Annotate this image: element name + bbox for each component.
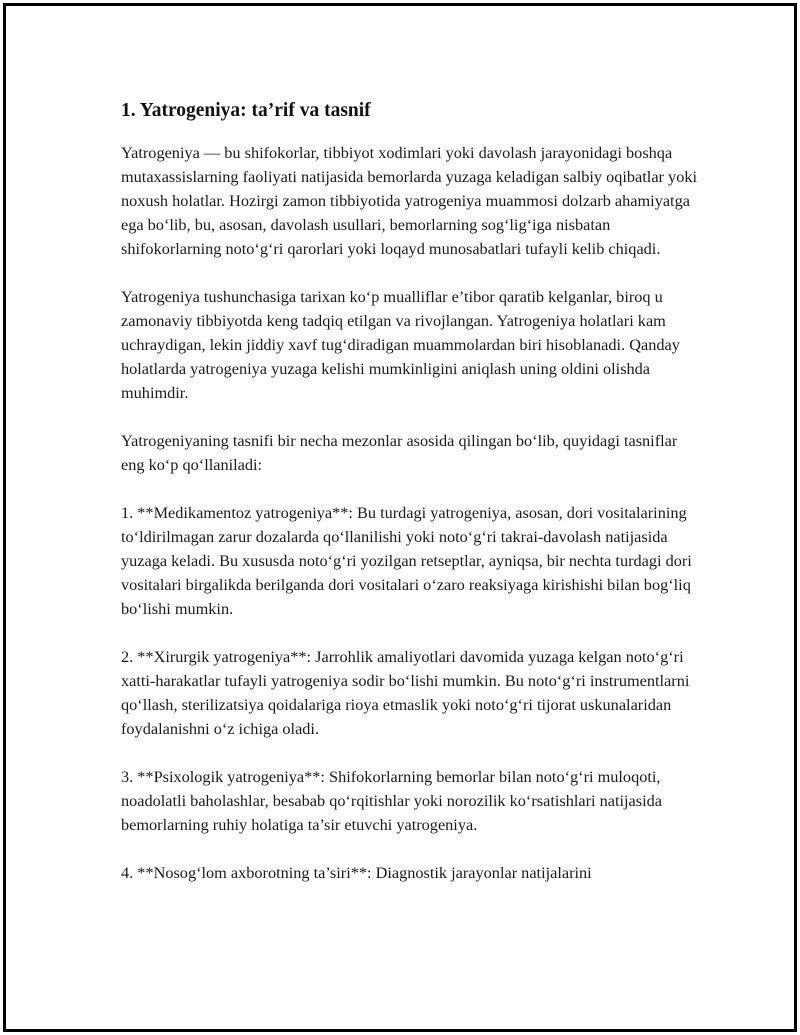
list-item-xirurgik: 2. **Xirurgik yatrogeniya**: Jarrohlik amaliyotlari davomida yuzaga kelgan noto‘g‘ri xatti-harakatlar tufayli yatrogeniya sodir bo‘lishi mumkin. Bu noto‘g‘ri instrumentlarni qo‘llash, sterilizatsiya qoidalariga rioya etmaslik yoki noto‘g‘ri tijorat uskunalaridan foydalanishni o‘z ichiga oladi. [121,647,690,738]
list-item-axborot: 4. **Nosog‘lom axborotning ta’siri**: Diagnostik jarayonlar natijalarini [121,863,592,882]
paragraph-history: Yatrogeniya tushunchasiga tarixan ko‘p mualliflar e’tibor qaratib kelganlar, biroq u zamonaviy tibbiyotda keng tadqiq etilgan va rivojlangan. Yatrogeniya holatlari kam uchraydigan, lekin jiddiy xavf tug‘diradigan muammolardan biri hisoblanadi. Qanday holatlarda yatrogeniya yuzaga kelishi mumkinligini aniqlash uning oldini olishda muhimdir. [121,287,680,402]
paragraph-definition: Yatrogeniya — bu shifokorlar, tibbiyot xodimlari yoki davolash jarayonidagi boshqa mutaxassislarning faoliyati natijasida bemorlarda yuzaga keladigan salbiy oqibatlar yoki noxush holatlar. Hozirgi zamon tibbiyotida yatrogeniya muammosi dolzarb ahamiyatga ega bo‘lib, bu, asosan, davolash usullari, bemorlarning sog‘lig‘iga nisbatan shifokorlarning noto‘g‘ri qarorlari yoki loqayd munosabatlari tufayli kelib chiqadi. [121,143,697,258]
section-heading: 1. Yatrogeniya: ta’rif va tasnif [121,100,371,121]
document-body [121,99,701,885]
list-item-psixologik: 3. **Psixologik yatrogeniya**: Shifokorlarning bemorlar bilan noto‘g‘ri muloqoti, noadolatli baholashlar, besabab qo‘rqitishlar yoki norozilik ko‘rsatishlari natijasida bemorlarning ruhiy holatiga ta’sir etuvchi yatrogeniya. [121,767,663,834]
document-page [3,3,797,1032]
paragraph-classification-intro: Yatrogeniyaning tasnifi bir necha mezonlar asosida qilingan bo‘lib, quyidagi tasniflar eng ko‘p qo‘llaniladi: [121,431,678,474]
list-item-medikamentoz: 1. **Medikamentoz yatrogeniya**: Bu turdagi yatrogeniya, asosan, dori vositalarining to‘ldirilmagan zarur dozalarda qo‘llanilishi yoki noto‘g‘ri takrai-davolash natijasida yuzaga keladi. Bu xususda noto‘g‘ri yozilgan retseptlar, ayniqsa, bir nechta turdagi dori vositalari birgalikda berilganda dori vositalari o‘zaro reaksiyaga kirishishi bilan bog‘liq bo‘lishi mumkin. [121,503,692,618]
